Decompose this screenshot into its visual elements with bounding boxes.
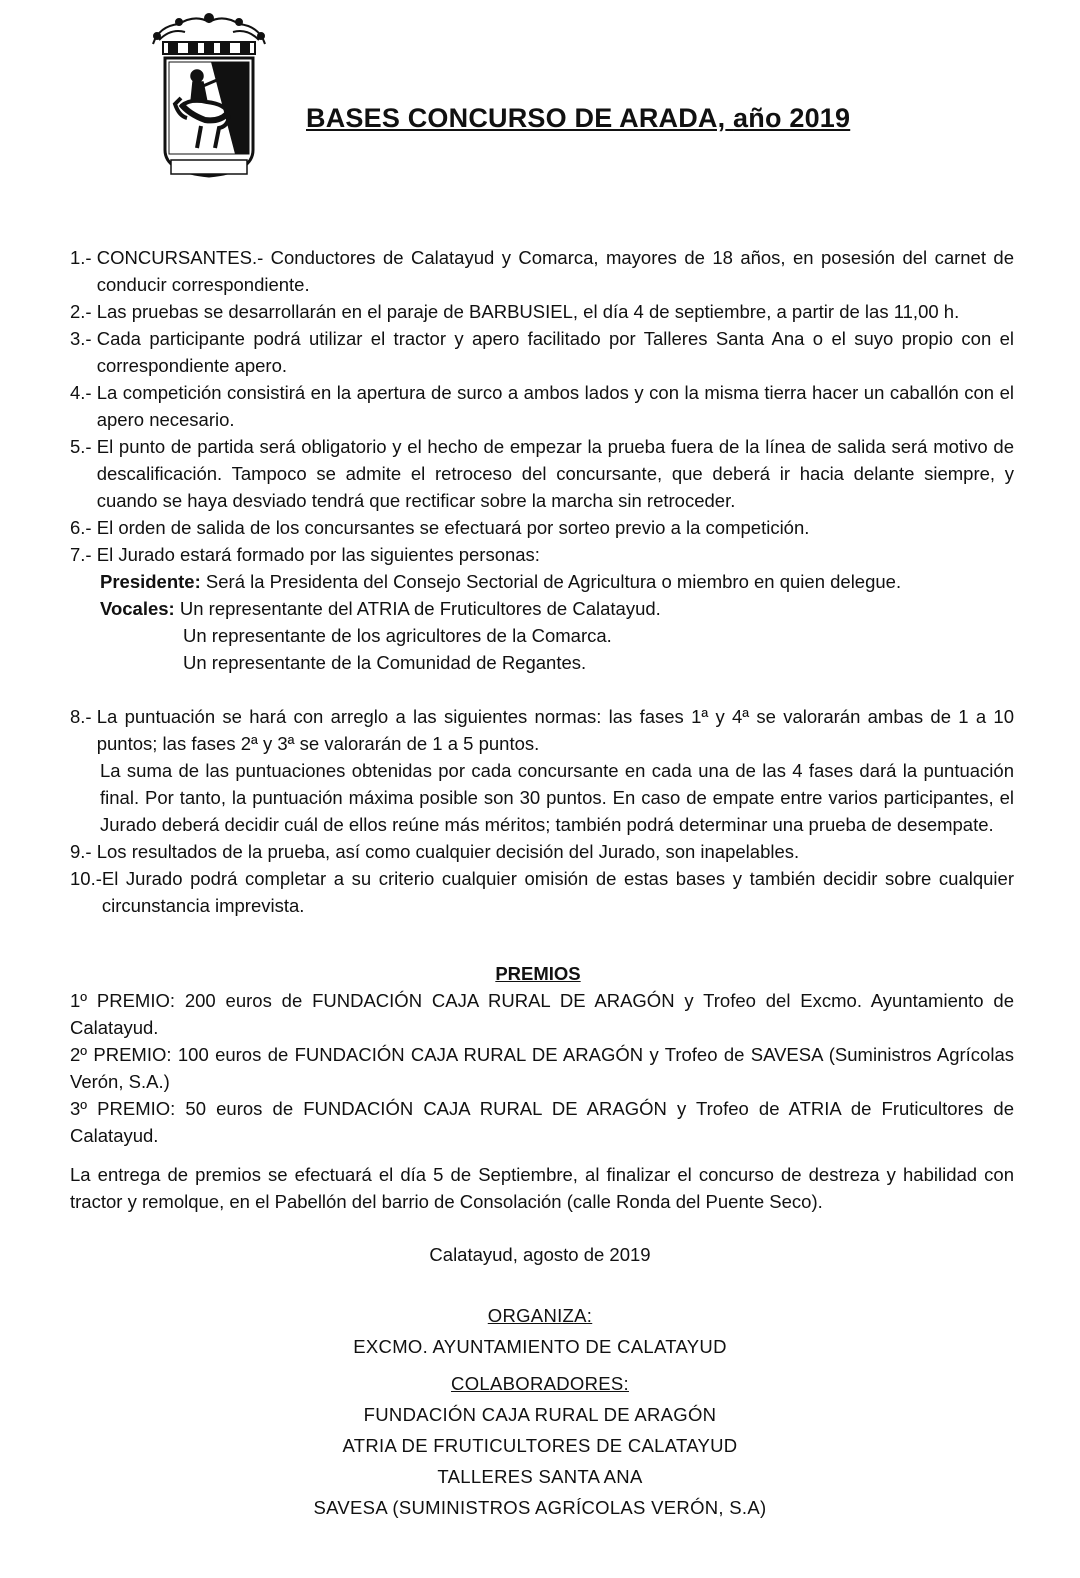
rule-text: Cada participante podrá utilizar el tractor y apero facilitado por Talleres Santa Ana o el suyo propio con el correspondiente apero. xyxy=(96,328,1014,376)
president-label: Presidente: xyxy=(100,571,201,592)
rule-7 xyxy=(70,541,1014,568)
prizes-section xyxy=(70,960,1014,1149)
rule-3 xyxy=(70,325,1014,379)
prize-2 xyxy=(70,1041,1014,1095)
rule-text: El Jurado podrá completar a su criterio cualquier omisión de estas bases y también decidir sobre cualquier circunstancia imprevista. xyxy=(101,868,1014,916)
rule-number: 8.- xyxy=(70,706,97,727)
crown-icon xyxy=(153,14,265,54)
colaborador-item: SAVESA (SUMINISTROS AGRÍCOLAS VERÓN, S.A) xyxy=(313,1497,767,1518)
delivery-paragraph: La entrega de premios se efectuará el día 5 de Septiembre, al finalizar el concurso de destreza y habilidad con tractor y remolque, en el Pabellón del barrio de Consolación (calle Ronda del Puente Seco). xyxy=(70,1164,1014,1212)
organiza-name: EXCMO. AYUNTAMIENTO DE CALATAYUD xyxy=(353,1336,727,1357)
rule-number: 4.- xyxy=(70,382,97,403)
prize-text: 200 euros de FUNDACIÓN CAJA RURAL DE ARAGÓN y Trofeo del Excmo. Ayuntamiento de Calatayud. xyxy=(70,990,1014,1038)
rule-text: La puntuación se hará con arreglo a las siguientes normas: las fases 1ª y 4ª se valorarán ambas de 1 a 10 puntos; las fases 2ª y 3ª se valorarán de 1 a 5 puntos. xyxy=(96,706,1014,754)
prize-text: 50 euros de FUNDACIÓN CAJA RURAL DE ARAGÓN y Trofeo de ATRIA de Fruticultores de Calatayud. xyxy=(70,1098,1014,1146)
rule-number: 6.- xyxy=(70,517,97,538)
rule-text: Los resultados de la prueba, así como cualquier decisión del Jurado, son inapelables. xyxy=(96,841,800,862)
organiza-heading: ORGANIZA: xyxy=(487,1305,593,1326)
rule-5 xyxy=(70,433,1014,514)
rule-2 xyxy=(70,298,1014,325)
colaborador-item: TALLERES SANTA ANA xyxy=(437,1466,643,1487)
rule-number: 10.- xyxy=(70,868,102,889)
rule-6 xyxy=(70,514,1014,541)
colaborador-item: FUNDACIÓN CAJA RURAL DE ARAGÓN xyxy=(363,1404,717,1425)
rule-number: 2.- xyxy=(70,301,97,322)
rule-10 xyxy=(70,865,1014,919)
prize-3 xyxy=(70,1095,1014,1149)
rule-number: 9.- xyxy=(70,841,97,862)
rule-number: 7.- xyxy=(70,544,97,565)
prize-text: 100 euros de FUNDACIÓN CAJA RURAL DE ARAGÓN y Trofeo de SAVESA (Suministros Agrícolas Verón, S.A.) xyxy=(70,1044,1014,1092)
vocales-label: Vocales: xyxy=(100,598,175,619)
jury-vocal-3: Un representante de la Comunidad de Regantes. xyxy=(183,652,587,673)
rule-number: 1.- xyxy=(70,247,97,268)
prize-label: 3º PREMIO: xyxy=(70,1098,176,1119)
rule-text: El Jurado estará formado por las siguientes personas: xyxy=(96,544,540,565)
coat-of-arms-logo xyxy=(145,10,273,186)
rule-4 xyxy=(70,379,1014,433)
prizes-heading: PREMIOS xyxy=(495,963,581,984)
title-year: año 2019 xyxy=(733,103,851,133)
prize-label: 1º PREMIO: xyxy=(70,990,176,1011)
jury-vocal-2: Un representante de los agricultores de la Comarca. xyxy=(183,625,612,646)
credits-section xyxy=(0,1300,1080,1523)
rule-8 xyxy=(70,703,1014,757)
jury-president xyxy=(70,568,1014,595)
rule-number: 3.- xyxy=(70,328,97,349)
president-text: Será la Presidenta del Consejo Sectorial de Agricultura o miembro en quien delegue. xyxy=(200,571,902,592)
colaboradores-heading: COLABORADORES: xyxy=(451,1373,629,1394)
rule-text: El orden de salida de los concursantes se efectuará por sorteo previo a la competición. xyxy=(96,517,810,538)
prize-label: 2º PREMIO: xyxy=(70,1044,172,1065)
rule-text xyxy=(97,298,1014,325)
rule-text: La competición consistirá en la apertura de surco a ambos lados y con la misma tierra hacer un caballón con el apero necesario. xyxy=(96,382,1014,430)
rule-text: CONCURSANTES.- Conductores de Calatayud y Comarca, mayores de 18 años, en posesión del carnet de conducir correspondiente. xyxy=(96,247,1014,295)
rule-9 xyxy=(70,838,1014,865)
rule-1 xyxy=(70,244,1014,298)
vocal-text: Un representante del ATRIA de Fruticultores de Calatayud. xyxy=(174,598,661,619)
title-main: BASES CONCURSO DE ARADA, xyxy=(306,103,726,133)
jury-vocal-1 xyxy=(70,595,1014,622)
colaborador-item: ATRIA DE FRUTICULTORES DE CALATAYUD xyxy=(342,1435,738,1456)
rules-list xyxy=(70,244,1014,919)
document-title xyxy=(306,103,850,134)
prize-1 xyxy=(70,987,1014,1041)
spacer xyxy=(70,676,1014,703)
rule-text-part: Las pruebas se desarrollarán en el paraje de xyxy=(96,301,470,322)
rule-text: El punto de partida será obligatorio y el hecho de empezar la prueba fuera de la línea de salida será motivo de descalificación. Tampoco se admite el retroceso del concursante, que deberá ir hacia delante siempre, y cuando se haya desviado tendrá que rectificar sobre la marcha sin retroceder. xyxy=(96,436,1014,511)
scoring-extra: La suma de las puntuaciones obtenidas por cada concursante en cada una de las 4 fases dará la puntuación final. Por tanto, la puntuación máxima posible son 30 puntos. En caso de empate entre varios participantes, el Jurado deberá decidir cuál de ellos reúne más méritos; también podrá determinar una prueba de desempate. xyxy=(100,760,1014,835)
rule-text-date: BARBUSIEL, el día 4 de septiembre, a partir de las 11,00 h. xyxy=(469,301,960,322)
rule-number: 5.- xyxy=(70,436,97,457)
signoff-date: Calatayud, agosto de 2019 xyxy=(429,1244,651,1265)
